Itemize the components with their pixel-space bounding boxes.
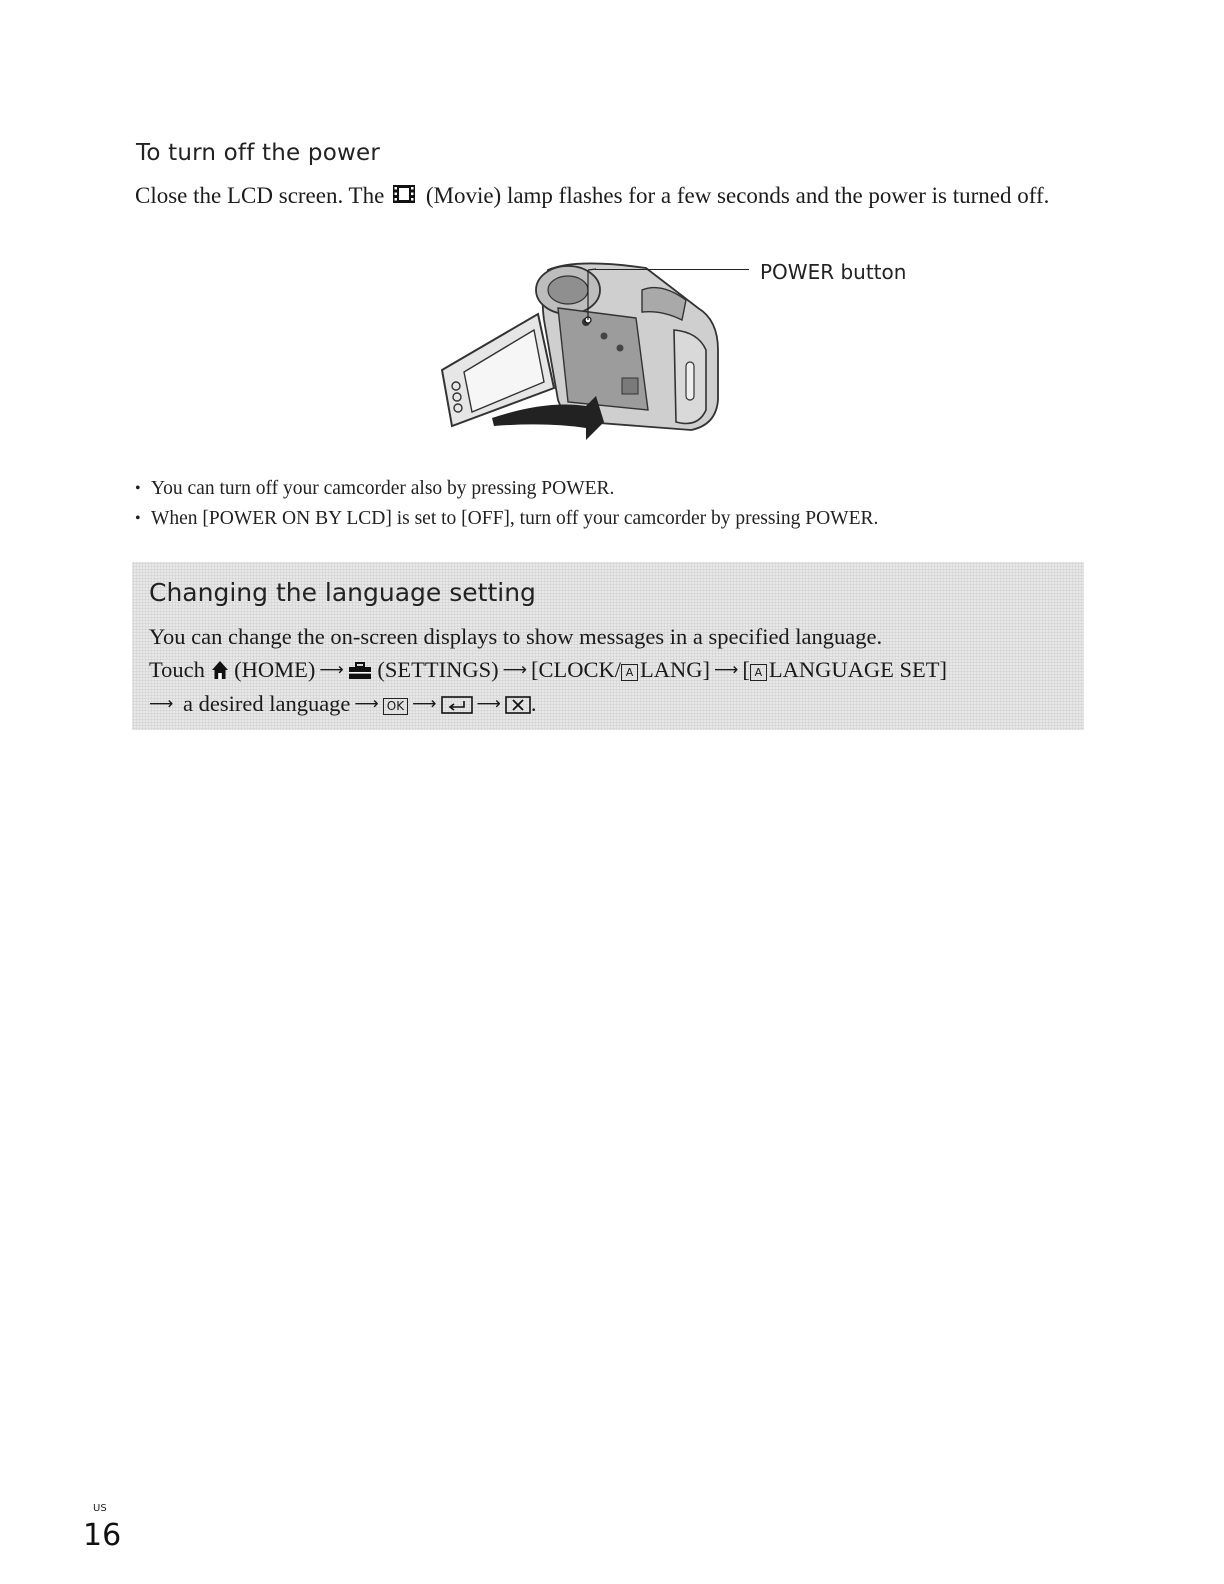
settings-toolbox-icon — [348, 662, 372, 680]
arrow-right-icon: ⟶ — [354, 694, 379, 714]
power-button-callout-label: POWER button — [760, 260, 907, 284]
page-number: 16 — [83, 1518, 122, 1553]
power-off-paragraph — [135, 180, 1085, 211]
language-intro: You can change the on-screen displays to show messages in a specified language. — [149, 624, 883, 649]
a-glyph-icon: A — [750, 664, 767, 681]
camcorder-illustration — [436, 250, 736, 442]
film-strip-icon — [392, 183, 416, 205]
arrow-right-icon: ⟶ — [412, 694, 437, 714]
return-icon — [441, 696, 473, 714]
arrow-right-icon: ⟶ — [319, 660, 344, 680]
para-text-after: (Movie) lamp flashes for a few seconds and the power is turned off. — [425, 183, 1050, 208]
arrow-right-icon: ⟶ — [476, 694, 501, 714]
power-button-leader-line — [595, 269, 749, 270]
ok-key-icon: OK — [383, 698, 408, 715]
language-steps-line-1: Touch (HOME) ⟶ (SETTINGS) ⟶ [CLOCK/ A LANG] ⟶ [ A LANGUAGE SET] — [149, 657, 947, 682]
arrow-right-icon: ⟶ — [714, 660, 739, 680]
arrow-right-icon: ⟶ — [502, 660, 528, 680]
page-region-label: US — [93, 1503, 107, 1514]
language-steps-line-2: ⟶ a desired language ⟶ OK ⟶ ⟶ . — [149, 691, 537, 716]
language-instructions — [149, 620, 1079, 721]
arrow-right-icon: ⟶ — [149, 694, 174, 714]
language-setting-box — [132, 562, 1084, 730]
note-item: • You can turn off your camcorder also by pressing POWER. — [135, 478, 615, 499]
notes-list — [134, 474, 1134, 534]
para-text-before: Close the LCD screen. The — [135, 183, 385, 208]
language-section-title: Changing the language setting — [149, 578, 536, 607]
home-icon — [211, 660, 229, 680]
section-title: To turn off the power — [136, 140, 380, 166]
note-item: • When [POWER ON BY LCD] is set to [OFF], turn off your camcorder by pressing POWER. — [135, 508, 879, 529]
close-x-icon — [505, 696, 531, 714]
a-glyph-icon: A — [621, 664, 638, 681]
